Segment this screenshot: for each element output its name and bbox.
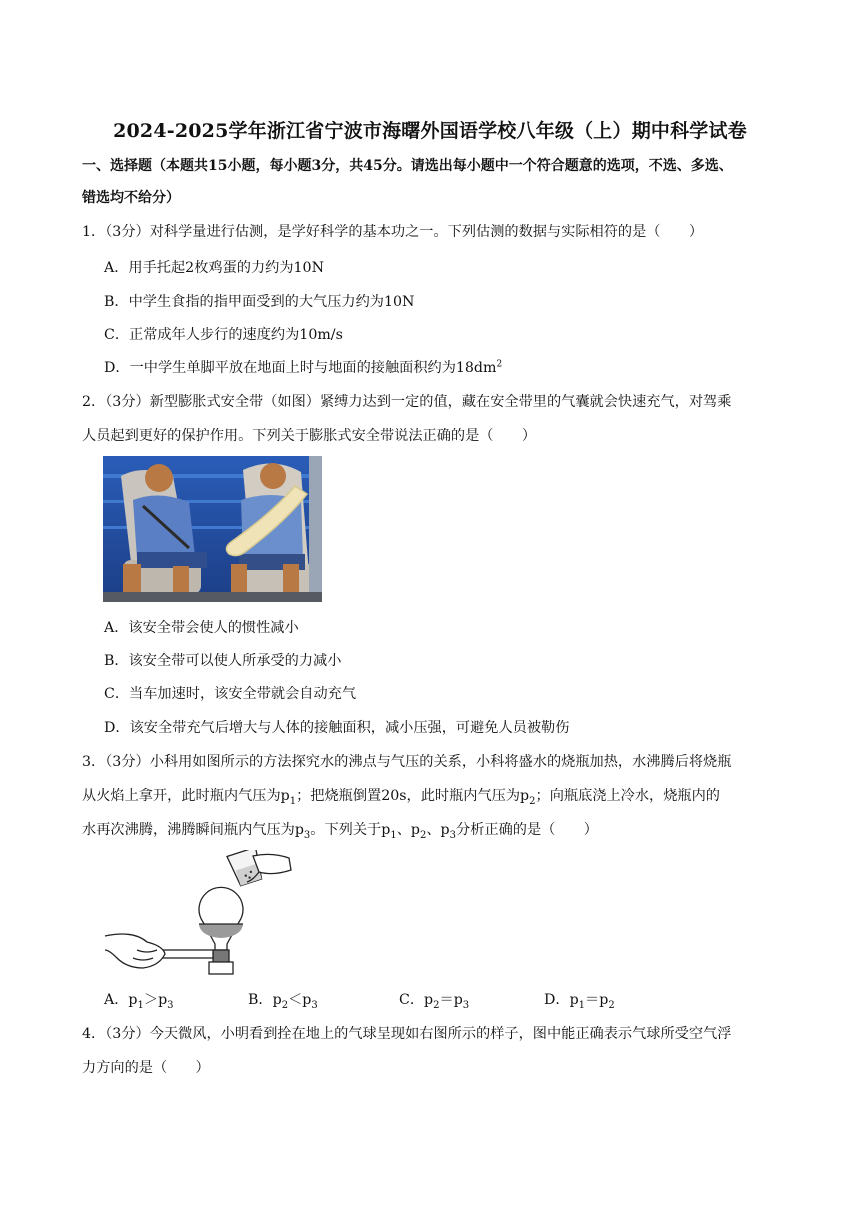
q4-stem-line2: 力方向的是（ ） [82,1060,210,1076]
q3-stem-line2: 从火焰上拿开，此时瓶内气压为$p_1$；把烧瓶倒置20s，此时瓶内气压为$p_2$；向瓶底浇上冷水，烧瓶内的 [82,788,720,807]
q3-stem-line3: 水再次沸腾，沸腾瞬间瓶内气压为$p_3$。下列关于$p_1$、$p_2$、$p_3$分析正确的是（ ） [82,822,598,841]
section-heading-line2: 错选均不给分） [82,190,180,206]
q1-option-d: D．一中学生单脚平放在地面上时与地面的接触面积约为$18dm^2$ [104,359,503,376]
q2-option-d: D．该安全带充气后增大与人体的接触面积，减小压强，可避免人员被勒伤 [104,720,570,736]
seatbelt-photo [103,456,322,602]
q2-stem-line1: 2．（3分）新型膨胀式安全带（如图）紧缚力达到一定的值，藏在安全带里的气囊就会快速充气，对驾乘 [82,394,732,410]
q3-option-c: C．$p_2=p_3$ [399,992,470,1011]
q1-stem: 1．（3分）对科学量进行估测，是学好科学的基本功之一。下列估测的数据与实际相符的是（ ） [82,224,704,240]
q2-option-a: A．该安全带会使人的惯性减小 [104,620,299,636]
q3-option-a: A．$p_1>p_3$ [104,992,174,1011]
q4-stem-line1: 4．（3分）今天微风，小明看到拴在地上的气球呈现如右图所示的样子，图中能正确表示气球所受空气浮 [82,1026,732,1042]
exam-title: 2024-2025学年浙江省宁波市海曙外国语学校八年级（上）期中科学试卷 [113,120,747,142]
q2-option-c: C．当车加速时，该安全带就会自动充气 [104,686,357,702]
flask-experiment-figure [103,850,298,980]
q3-option-d: D．$p_1=p_2$ [544,992,615,1011]
section-heading-line1: 一、选择题（本题共15小题，每小题3分，共45分。请选出每小题中一个符合题意的选项，不选、多选、 [82,158,733,174]
q3-stem-line1: 3．（3分）小科用如图所示的方法探究水的沸点与气压的关系，小科将盛水的烧瓶加热，水沸腾后将烧瓶 [82,754,732,770]
q1-option-c: C．正常成年人步行的速度约为10m/s [104,327,343,343]
q3-options [104,990,664,1010]
q3-option-b: B．$p_2<p_3$ [248,992,318,1011]
q2-stem-line2: 人员起到更好的保护作用。下列关于膨胀式安全带说法正确的是（ ） [82,428,537,444]
q1-option-a: A．用手托起2枚鸡蛋的力约为10N [104,260,324,276]
q1-option-b: B．中学生食指的指甲面受到的大气压力约为10N [104,294,415,310]
q2-option-b: B．该安全带可以使人所承受的力减小 [104,653,342,669]
